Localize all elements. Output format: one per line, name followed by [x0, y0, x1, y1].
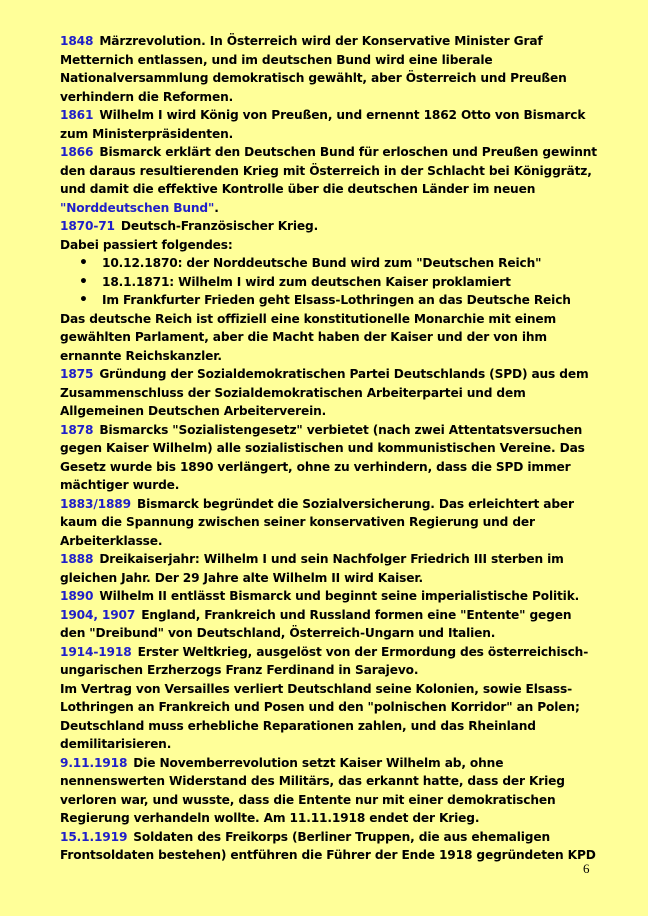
entry-1883-1889	[60, 495, 600, 551]
reich-paragraph: Das deutsche Reich ist offiziell eine konstitutionelle Monarchie mit einem gewählten Parlament, aber die Macht haben der Kaiser und der von ihm ernannte Reichskanzler.	[60, 311, 557, 363]
entry-date: 9.11.1918	[60, 755, 128, 770]
entry-date: 1883/1889	[60, 496, 131, 511]
entry-15-1-1919	[60, 828, 600, 865]
entry-text: Die Novemberrevolution setzt Kaiser Wilhelm ab, ohne nennenswerten Widerstand des Militärs, das erkannt hatte, dass der Krieg verloren war, und wusste, dass die Entente nur mit einer demokratischen Regierung verhandeln wollte. Am 11.11.1918 endet der Krieg.	[60, 755, 565, 825]
entry-1870-71	[60, 217, 600, 236]
entry-9-11-1918	[60, 754, 600, 828]
entry-date: 1890	[60, 589, 94, 603]
entry-1848	[60, 32, 600, 106]
bullet-list	[60, 254, 600, 310]
entry-text: Bismarck erklärt den Deutschen Bund für erloschen und Preußen gewinnt den daraus resultierenden Krieg mit Österreich in der Schlacht bei Königgrätz, und damit die effektive Kontrolle über die deutschen Länder im neuen	[60, 145, 597, 196]
entry-date: 1914-1918	[60, 644, 132, 659]
entry-text: Soldaten des Freikorps (Berliner Truppen, die aus ehemaligen Frontsoldaten bestehen) entführen die Führer der Ende 1918 gegründeten KPD	[60, 829, 596, 862]
entry-text: Bismarcks "Sozialistengesetz" verbietet (nach zwei Attentatsversuchen gegen Kaiser Wilhelm) alle sozialistischen und kommunistischen Vereine. Das Gesetz wurde bis 1890 verlängert, ohne zu verhindern, dass die SPD immer mächtiger wurde.	[60, 422, 585, 492]
entry-text: England, Frankreich und Russland formen eine "Entente" gegen den "Dreibund" von Deutschland, Österreich-Ungarn und Italien.	[60, 607, 572, 640]
entry-text-end: .	[214, 200, 219, 215]
list-item: • Im Frankfurter Frieden geht Elsass-Lothringen an das Deutsche Reich	[60, 291, 600, 310]
entry-date: 1861	[60, 108, 94, 122]
entry-1878	[60, 421, 600, 495]
entry-1888	[60, 550, 600, 587]
versailles-paragraph: Im Vertrag von Versailles verliert Deutschland seine Kolonien, sowie Elsass-Lothringen an Frankreich und Posen und den "polnischen Korridor" an Polen; Deutschland muss erhebliche Reparationen zahlen, und das Rheinland demilitarisieren.	[60, 681, 580, 751]
entry-date: 15.1.1919	[60, 829, 128, 844]
entry-date: 1904, 1907	[60, 607, 136, 622]
norddeutscher-bund-link[interactable]: "Norddeutschen Bund"	[60, 200, 215, 215]
entry-text: Bismarck begründet die Sozialversicherung. Das erleichtert aber kaum die Spannung zwischen seiner konservativen Regierung und der Arbeiterklasse.	[60, 496, 574, 548]
list-item: • 10.12.1870: der Norddeutsche Bund wird zum "Deutschen Reich"	[60, 254, 600, 273]
document-body	[60, 32, 600, 865]
entry-date: 1875	[60, 367, 94, 381]
entry-text: Dreikaiserjahr: Wilhelm I und sein Nachfolger Friedrich III sterben im gleichen Jahr. Der 29 Jahre alte Wilhelm II wird Kaiser.	[60, 552, 564, 585]
entry-date: 1848	[60, 34, 94, 48]
list-item: • 18.1.1871: Wilhelm I wird zum deutschen Kaiser proklamiert	[60, 273, 600, 292]
entry-1890	[60, 587, 600, 606]
entry-text: Wilhelm I wird König von Preußen, und ernennt 1862 Otto von Bismarck zum Ministerpräsidenten.	[60, 108, 586, 141]
page-number: 6	[583, 861, 590, 876]
entry-1875	[60, 365, 600, 421]
entry-text: Gründung der Sozialdemokratischen Partei Deutschlands (SPD) aus dem Zusammenschluss der Sozialdemokratischen Arbeiterpartei und dem Allgemeinen Deutschen Arbeiterverein.	[60, 367, 589, 418]
entry-text: Erster Weltkrieg, ausgelöst von der Ermordung des österreichisch-ungarischen Erzherzogs Franz Ferdinand in Sarajevo.	[60, 644, 589, 677]
entry-date: 1888	[60, 552, 94, 566]
entry-date: 1870-71	[60, 219, 115, 233]
entry-text: Märzrevolution. In Österreich wird der Konservative Minister Graf Metternich entlassen, und im deutschen Bund wird eine liberale Nationalversammlung demokratisch gewählt, aber Österreich und Preußen verhindern die Reformen.	[60, 34, 567, 104]
entry-1914-1918	[60, 643, 600, 680]
intro-1870: Dabei passiert folgendes:	[60, 237, 233, 252]
entry-1904-1907	[60, 606, 600, 643]
entry-1861	[60, 106, 600, 143]
entry-date: 1866	[60, 145, 94, 159]
entry-1866	[60, 143, 600, 217]
entry-text: Wilhelm II entlässt Bismarck und beginnt seine imperialistische Politik.	[99, 589, 580, 603]
entry-date: 1878	[60, 422, 94, 437]
entry-text: Deutsch-Französischer Krieg.	[120, 219, 319, 233]
